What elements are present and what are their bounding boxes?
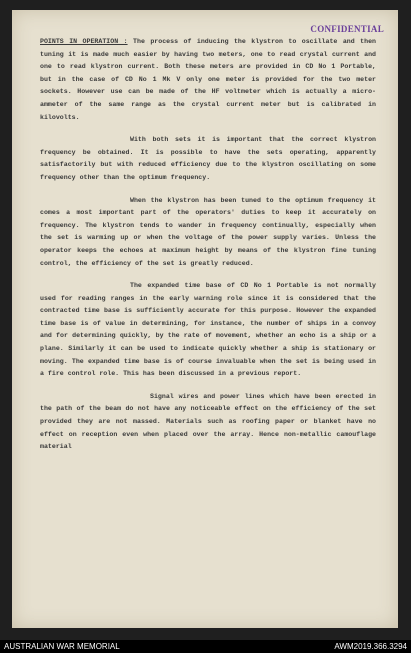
attribution-bar <box>0 640 411 653</box>
paragraph-1: The process of inducing the klystron to oscillate and then tuning it is made much easier by having two meters, one to read crystal current and one to read klystron current. Both these meters are provided in CD No 1 Portable, but in the case of CD No 1 Mk V only one meter is provided for the two meter sockets. However use can be made of the HF voltmeter which is actually a microammeter of the same range as the crystal current meter but is calibrated in kilovolts. <box>40 38 376 121</box>
section-heading <box>40 36 376 124</box>
paragraph-2: With both sets it is important that the correct klystron frequency be obtained. It is possible to have the sets operating, apparently satisfactorily but with reduced efficiency due to the klystron oscillating on some frequency other than the optimum frequency. <box>40 136 376 181</box>
paragraph-3: When the klystron has been tuned to the optimum frequency it comes a most important part of the operators' duties to keep it accurately on frequency. The klystron tends to wander in frequency continually, especially when the set is warming up or when the voltage of the power supply varies. Unless the operator keeps the echoes at maximum height by means of the klystron fine tuning control, the efficiency of the set is greatly reduced. <box>40 196 376 267</box>
footer-left: AUSTRALIAN WAR MEMORIAL <box>4 642 120 651</box>
paragraph-5: Signal wires and power lines which have been erected in the path of the beam do not have any noticeable effect on the efficiency of the set provided they are not massed. Materials such as roofing paper or blanket have no effect on reception even when placed over the array. Hence non-metallic camouflage material <box>40 392 376 451</box>
confidential-stamp: CONFIDENTIAL <box>310 24 384 34</box>
document-page <box>12 10 398 628</box>
document-body <box>40 36 376 464</box>
footer-right: AWM2019.366.3294 <box>334 642 407 651</box>
heading-text: POINTS IN OPERATION : <box>40 38 128 45</box>
paragraph-4: The expanded time base of CD No 1 Portable is not normally used for reading ranges in the early warning role since it is considered that the contracted time base is sufficiently accurate for this purpose. However the expanded time base is of value in determining, for instance, the number of ships in a convoy and for determining quickly, by the rate of movement, whether an echo is a ship or a plane. Similarly it can be used to indicate quickly whether a ship is stationary or moving. The expanded time base is of course invaluable when the set is being used in a fire control role. This has been discussed in a previous report. <box>40 282 376 378</box>
